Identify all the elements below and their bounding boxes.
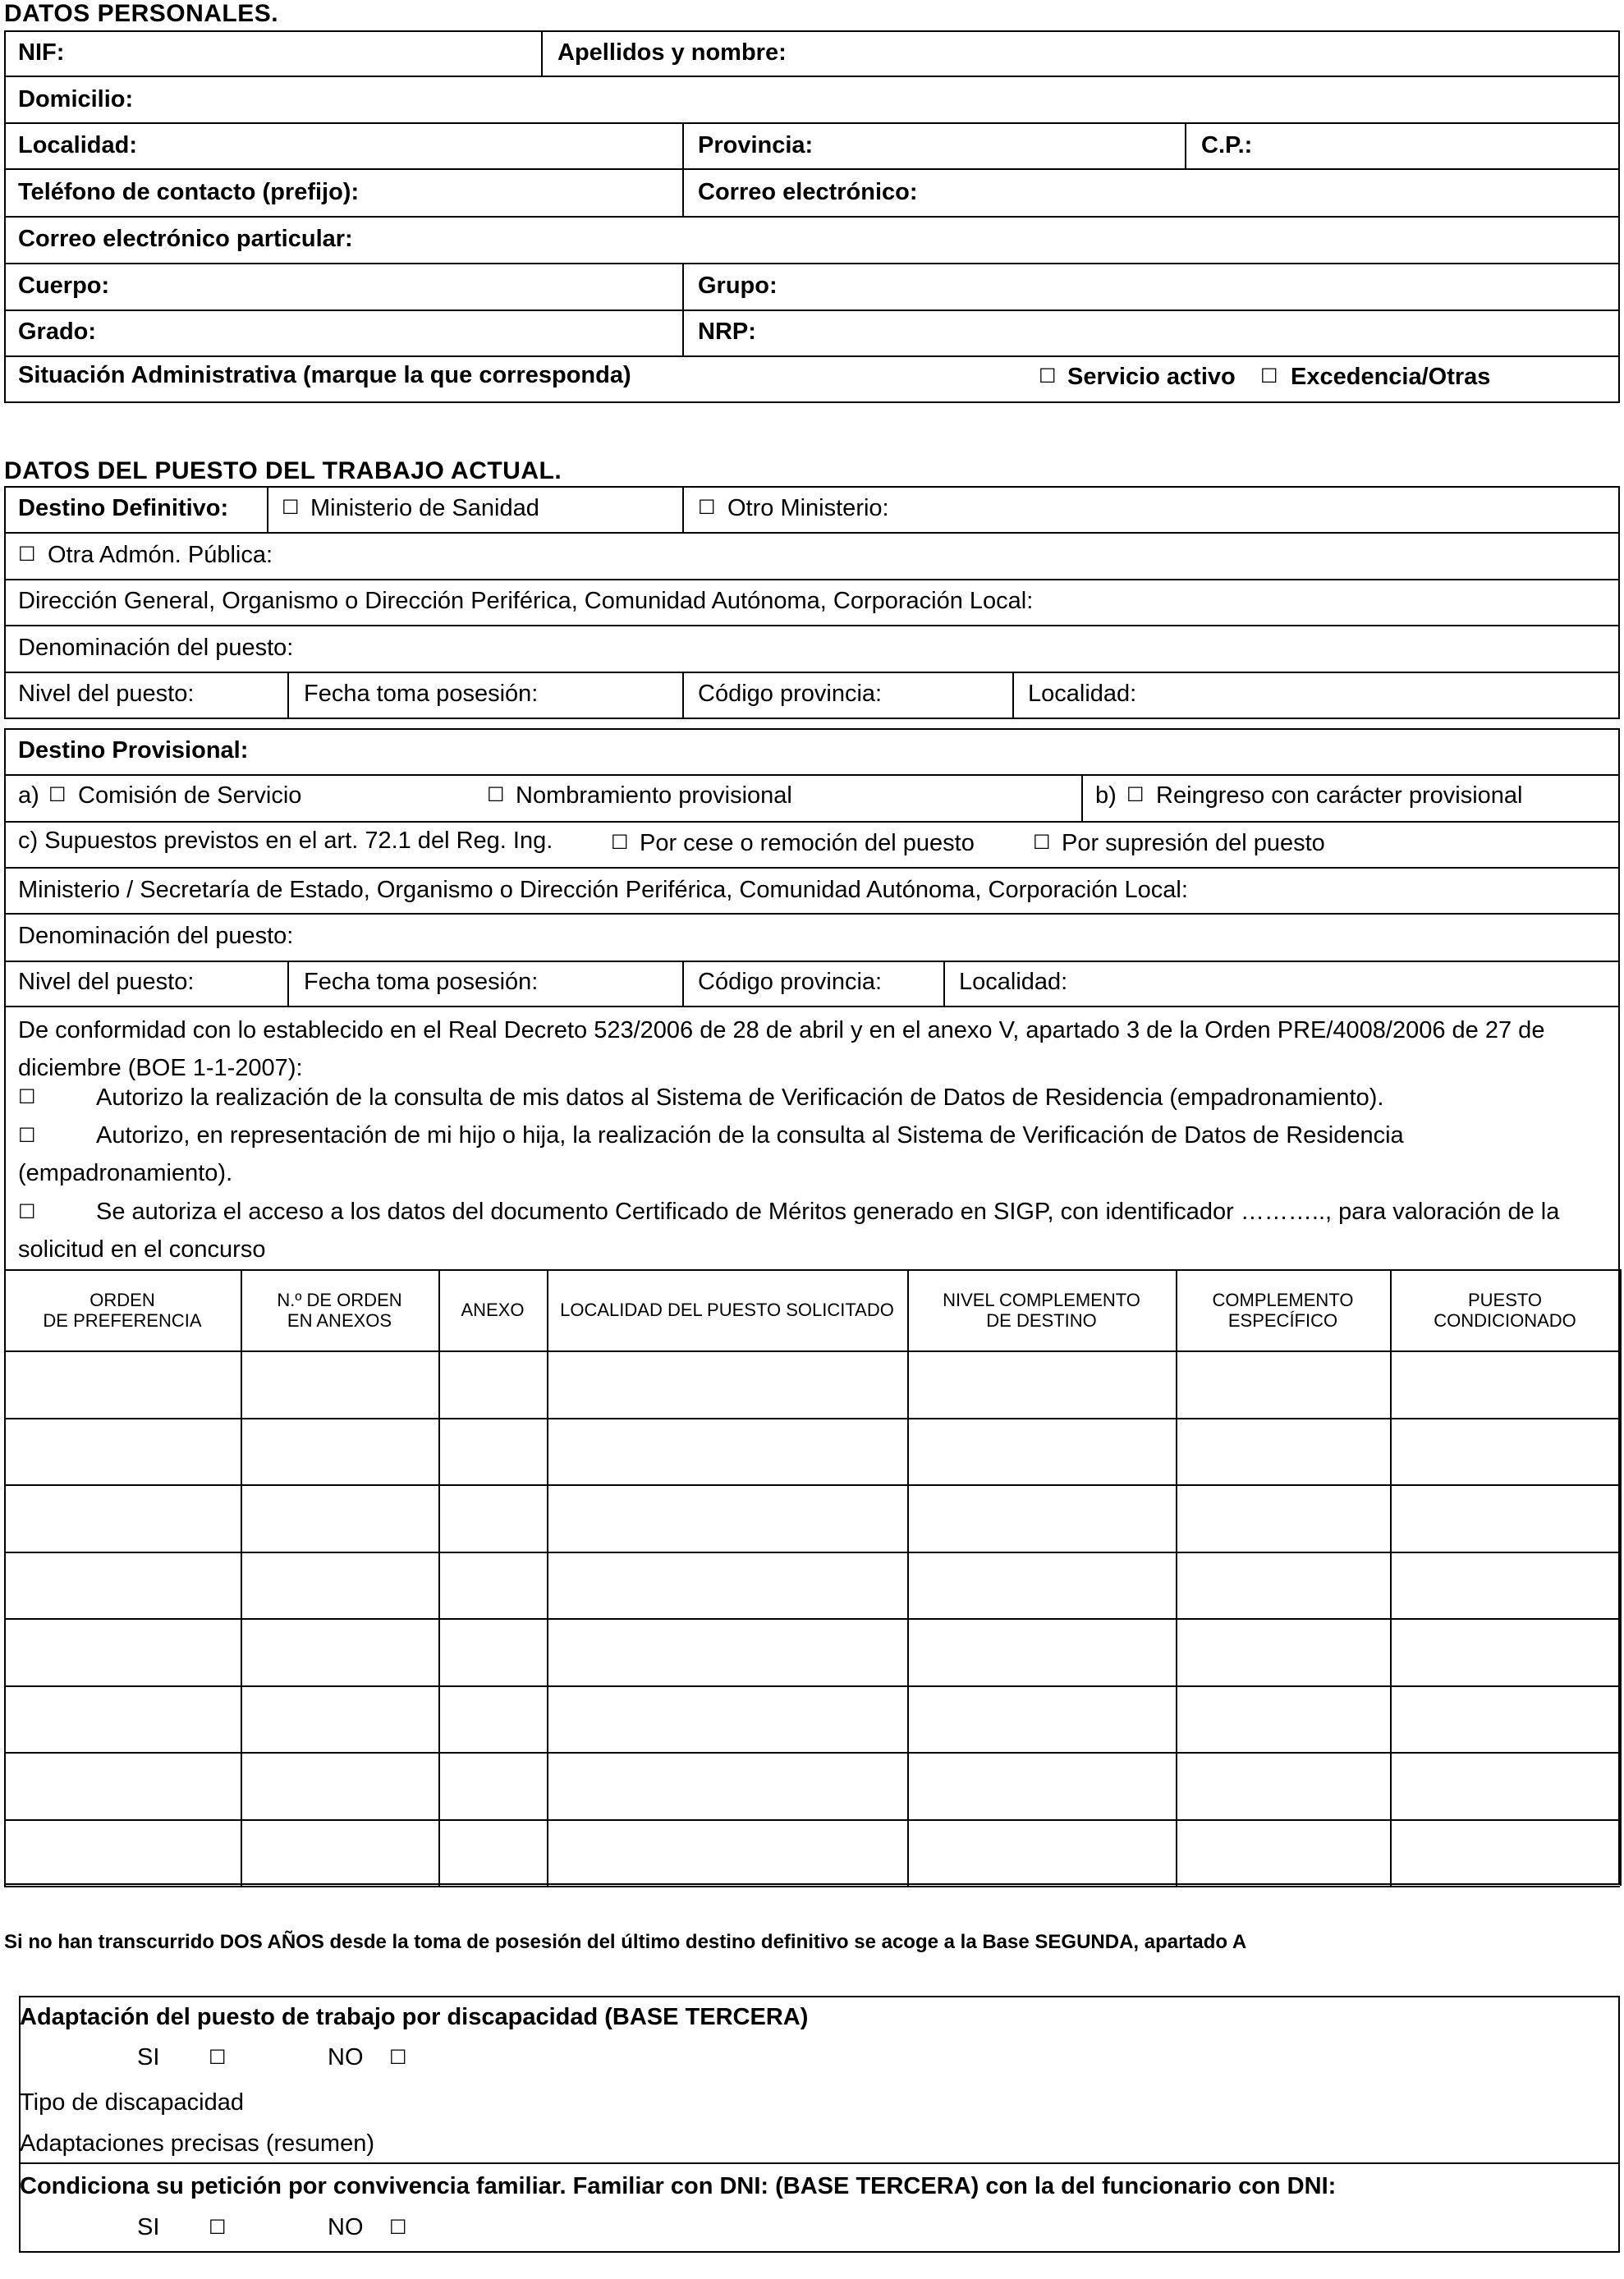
localidad-label: Localidad: [18,132,138,158]
table-cell[interactable] [548,1821,906,1885]
table-cell[interactable] [909,1486,1174,1550]
table-cell[interactable] [440,1620,545,1684]
domicilio-field[interactable] [6,77,1618,122]
direccion-general-label: Dirección General, Organismo o Dirección Periférica, Comunidad Autónoma, Corporación Local: [18,588,1034,614]
comision-checkbox[interactable]: ☐ [48,783,67,806]
table-cell[interactable] [1177,1553,1388,1617]
table-cell[interactable] [1392,1553,1618,1617]
table-cell[interactable] [1177,1687,1388,1751]
comision-label: Comisión de Servicio [78,782,302,809]
table-cell[interactable] [1392,1419,1618,1483]
domicilio-label: Domicilio: [18,86,134,112]
table-cell[interactable] [6,1620,239,1684]
nif-field[interactable] [6,32,539,75]
cuerpo-label: Cuerpo: [18,273,110,299]
table-cell[interactable] [440,1821,545,1885]
servicio-activo-label: Servicio activo [1067,364,1236,390]
nivel-provisional-label: Nivel del puesto: [18,969,195,995]
table-cell[interactable] [548,1352,906,1416]
table-cell[interactable] [242,1553,437,1617]
adaptacion-no-label: NO [328,2044,364,2070]
option-a-prefix: a) [18,782,39,809]
table-cell[interactable] [1177,1419,1388,1483]
table-cell[interactable] [440,1553,545,1617]
base-segunda-note: Si no han transcurrido DOS AÑOS desde la toma de posesión del último destino definitivo se acoge a la Base SEGUNDA, apartado A [4,1931,1247,1953]
consent-intro: De conformidad con lo establecido en el Real Decreto 523/2006 de 28 de abril y en el anexo V, apartado 3 de la Orden PRE/4008/2006 de 27 de diciembre (BOE 1-1-2007): [18,1017,1545,1081]
table-cell[interactable] [1177,1821,1388,1885]
table-cell[interactable] [242,1620,437,1684]
nrp-label: NRP: [698,319,756,345]
otro-ministerio-label: Otro Ministerio: [727,495,889,521]
table-cell[interactable] [909,1352,1174,1416]
nif-label: NIF: [18,39,65,66]
telefono-label: Teléfono de contacto (prefijo): [18,179,360,205]
grupo-field[interactable] [684,264,1618,309]
otra-admon-checkbox[interactable]: ☐ [18,543,36,566]
table-cell[interactable] [1177,1754,1388,1818]
por-cese-checkbox[interactable]: ☐ [611,831,629,854]
excedencia-checkbox[interactable]: ☐ [1260,365,1278,387]
option-b-prefix: b) [1095,782,1117,809]
table-cell[interactable] [909,1687,1174,1751]
table-cell[interactable] [548,1553,906,1617]
grupo-label: Grupo: [698,273,778,299]
destino-provisional-label: Destino Provisional: [18,737,249,763]
codigo-provincia-provisional-label: Código provincia: [698,969,883,995]
table-cell[interactable] [1392,1620,1618,1684]
nombramiento-label: Nombramiento provisional [516,782,792,809]
table-cell[interactable] [548,1687,906,1751]
adaptacion-si-label: SI [137,2044,160,2070]
table-cell[interactable] [909,1620,1174,1684]
table-cell[interactable] [909,1419,1174,1483]
tipo-discapacidad-label: Tipo de discapacidad [20,2089,244,2116]
supuestos-label: c) Supuestos previstos en el art. 72.1 del Reg. Ing. [18,828,553,854]
denominacion-provisional-label: Denominación del puesto: [18,923,294,949]
adaptaciones-precisas-label: Adaptaciones precisas (resumen) [20,2130,374,2157]
table-cell[interactable] [440,1754,545,1818]
nivel-actual-label: Nivel del puesto: [18,681,195,707]
otro-ministerio-checkbox[interactable]: ☐ [698,496,716,519]
consent-item1-text: Autorizo la realización de la consulta de mis datos al Sistema de Verificación de Datos de Residencia (empadronamiento). [96,1084,1384,1111]
otra-admon-label: Otra Admón. Pública: [48,542,273,568]
convivencia-si-label: SI [137,2214,160,2240]
table-cell[interactable] [242,1687,437,1751]
puesto-actual-section-title: DATOS DEL PUESTO DEL TRABAJO ACTUAL. [4,457,562,484]
fecha-toma-provisional-label: Fecha toma posesión: [304,969,539,995]
situacion-label: Situación Administrativa (marque la que corresponda) [18,362,631,388]
por-supresion-label: Por supresión del puesto [1062,830,1325,856]
table-cell[interactable] [440,1419,545,1483]
table-cell[interactable] [6,1486,239,1550]
table-cell[interactable] [440,1486,545,1550]
excedencia-label: Excedencia/Otras [1291,364,1491,390]
convivencia-label: Condiciona su petición por convivencia familiar. Familiar con DNI: (BASE TERCERA) con la del funcionario con DNI: [20,2173,1337,2199]
table-cell[interactable] [548,1419,906,1483]
destino-definitivo-label: Destino Definitivo: [18,495,229,521]
convivencia-si-checkbox[interactable]: ☐ [209,2216,227,2239]
table-cell[interactable] [242,1419,437,1483]
correo-particular-label: Correo electrónico particular: [18,226,353,252]
denominacion-actual-label: Denominación del puesto: [18,635,294,661]
ministerio-provisional-label: Ministerio / Secretaría de Estado, Organismo o Dirección Periférica, Comunidad Autónoma, Corporación Local: [18,877,1188,903]
table-cell[interactable] [440,1352,545,1416]
apellidos-label: Apellidos y nombre: [557,39,787,66]
consent-item3-text: Se autoriza el acceso a los datos del documento Certificado de Méritos generado en SIGP, con identificador ……….., para valoración de la solicitud en el concurso [18,1199,1560,1263]
servicio-activo-checkbox[interactable]: ☐ [1039,365,1057,387]
fecha-toma-actual-label: Fecha toma posesión: [304,681,539,707]
table-cell[interactable] [1392,1352,1618,1416]
table-cell[interactable] [6,1687,239,1751]
consent-item3-checkbox[interactable]: ☐ [18,1200,36,1223]
table-cell[interactable] [242,1486,437,1550]
grado-field[interactable] [6,311,681,355]
reingreso-checkbox[interactable]: ☐ [1126,783,1145,806]
ministerio-sanidad-label: Ministerio de Sanidad [310,495,539,521]
header-localidad-puesto: LOCALIDAD DEL PUESTO SOLICITADO [560,1300,894,1320]
header-puesto-condicionado: PUESTO CONDICIONADO [1434,1289,1576,1331]
table-cell[interactable] [1392,1821,1618,1885]
nombramiento-checkbox[interactable]: ☐ [487,783,505,806]
adaptacion-box [19,1996,1620,2253]
table-cell[interactable] [909,1553,1174,1617]
table-cell[interactable] [909,1821,1174,1885]
table-cell[interactable] [1177,1486,1388,1550]
provincia-label: Provincia: [698,132,814,158]
table-cell[interactable] [1177,1352,1388,1416]
table-cell[interactable] [242,1754,437,1818]
consent-item2-text: Autorizo, en representación de mi hijo o hija, la realización de la consulta al Sistema de Verificación de Datos de Residencia (empadronamiento). [18,1122,1404,1186]
header-nivel-complemento-destino: NIVEL COMPLEMENTO DE DESTINO [943,1289,1140,1331]
ministerio-sanidad-checkbox[interactable]: ☐ [282,496,300,519]
consent-item2-checkbox[interactable]: ☐ [18,1124,36,1147]
por-cese-label: Por cese o remoción del puesto [640,830,975,856]
convivencia-no-label: NO [328,2214,364,2240]
convivencia-no-checkbox[interactable]: ☐ [389,2216,407,2239]
header-num-orden-anexos: N.º DE ORDEN EN ANEXOS [277,1289,402,1331]
header-orden-preferencia: ORDEN DE PREFERENCIA [43,1289,202,1331]
table-cell[interactable] [1177,1620,1388,1684]
consent-item1-checkbox[interactable]: ☐ [18,1085,36,1108]
reingreso-label: Reingreso con carácter provisional [1156,782,1523,809]
table-cell[interactable] [909,1754,1174,1818]
table-cell[interactable] [440,1687,545,1751]
localidad-provisional-label: Localidad: [959,969,1068,995]
table-cell[interactable] [242,1821,437,1885]
personal-section-title: DATOS PERSONALES. [4,0,279,27]
table-cell[interactable] [548,1486,906,1550]
table-cell[interactable] [6,1821,239,1885]
correo-label: Correo electrónico: [698,179,918,205]
table-cell[interactable] [1392,1687,1618,1751]
table-cell[interactable] [242,1352,437,1416]
adaptacion-si-checkbox[interactable]: ☐ [209,2046,227,2069]
codigo-provincia-actual-label: Código provincia: [698,681,883,707]
table-cell[interactable] [1392,1486,1618,1550]
cp-label: C.P.: [1201,132,1253,158]
grado-label: Grado: [18,319,97,345]
localidad-actual-label: Localidad: [1028,681,1137,707]
table-cell[interactable] [6,1419,239,1483]
table-cell[interactable] [6,1553,239,1617]
table-cell[interactable] [548,1754,906,1818]
por-supresion-checkbox[interactable]: ☐ [1033,831,1051,854]
table-cell[interactable] [548,1620,906,1684]
table-cell[interactable] [6,1754,239,1818]
table-cell[interactable] [6,1352,239,1416]
header-anexo: ANEXO [461,1300,525,1320]
table-cell[interactable] [1392,1754,1618,1818]
header-complemento-especifico: COMPLEMENTO ESPECÍFICO [1212,1289,1354,1331]
adaptacion-title: Adaptación del puesto de trabajo por discapacidad (BASE TERCERA) [20,2004,809,2030]
adaptacion-no-checkbox[interactable]: ☐ [389,2046,407,2069]
nrp-field[interactable] [684,311,1618,355]
